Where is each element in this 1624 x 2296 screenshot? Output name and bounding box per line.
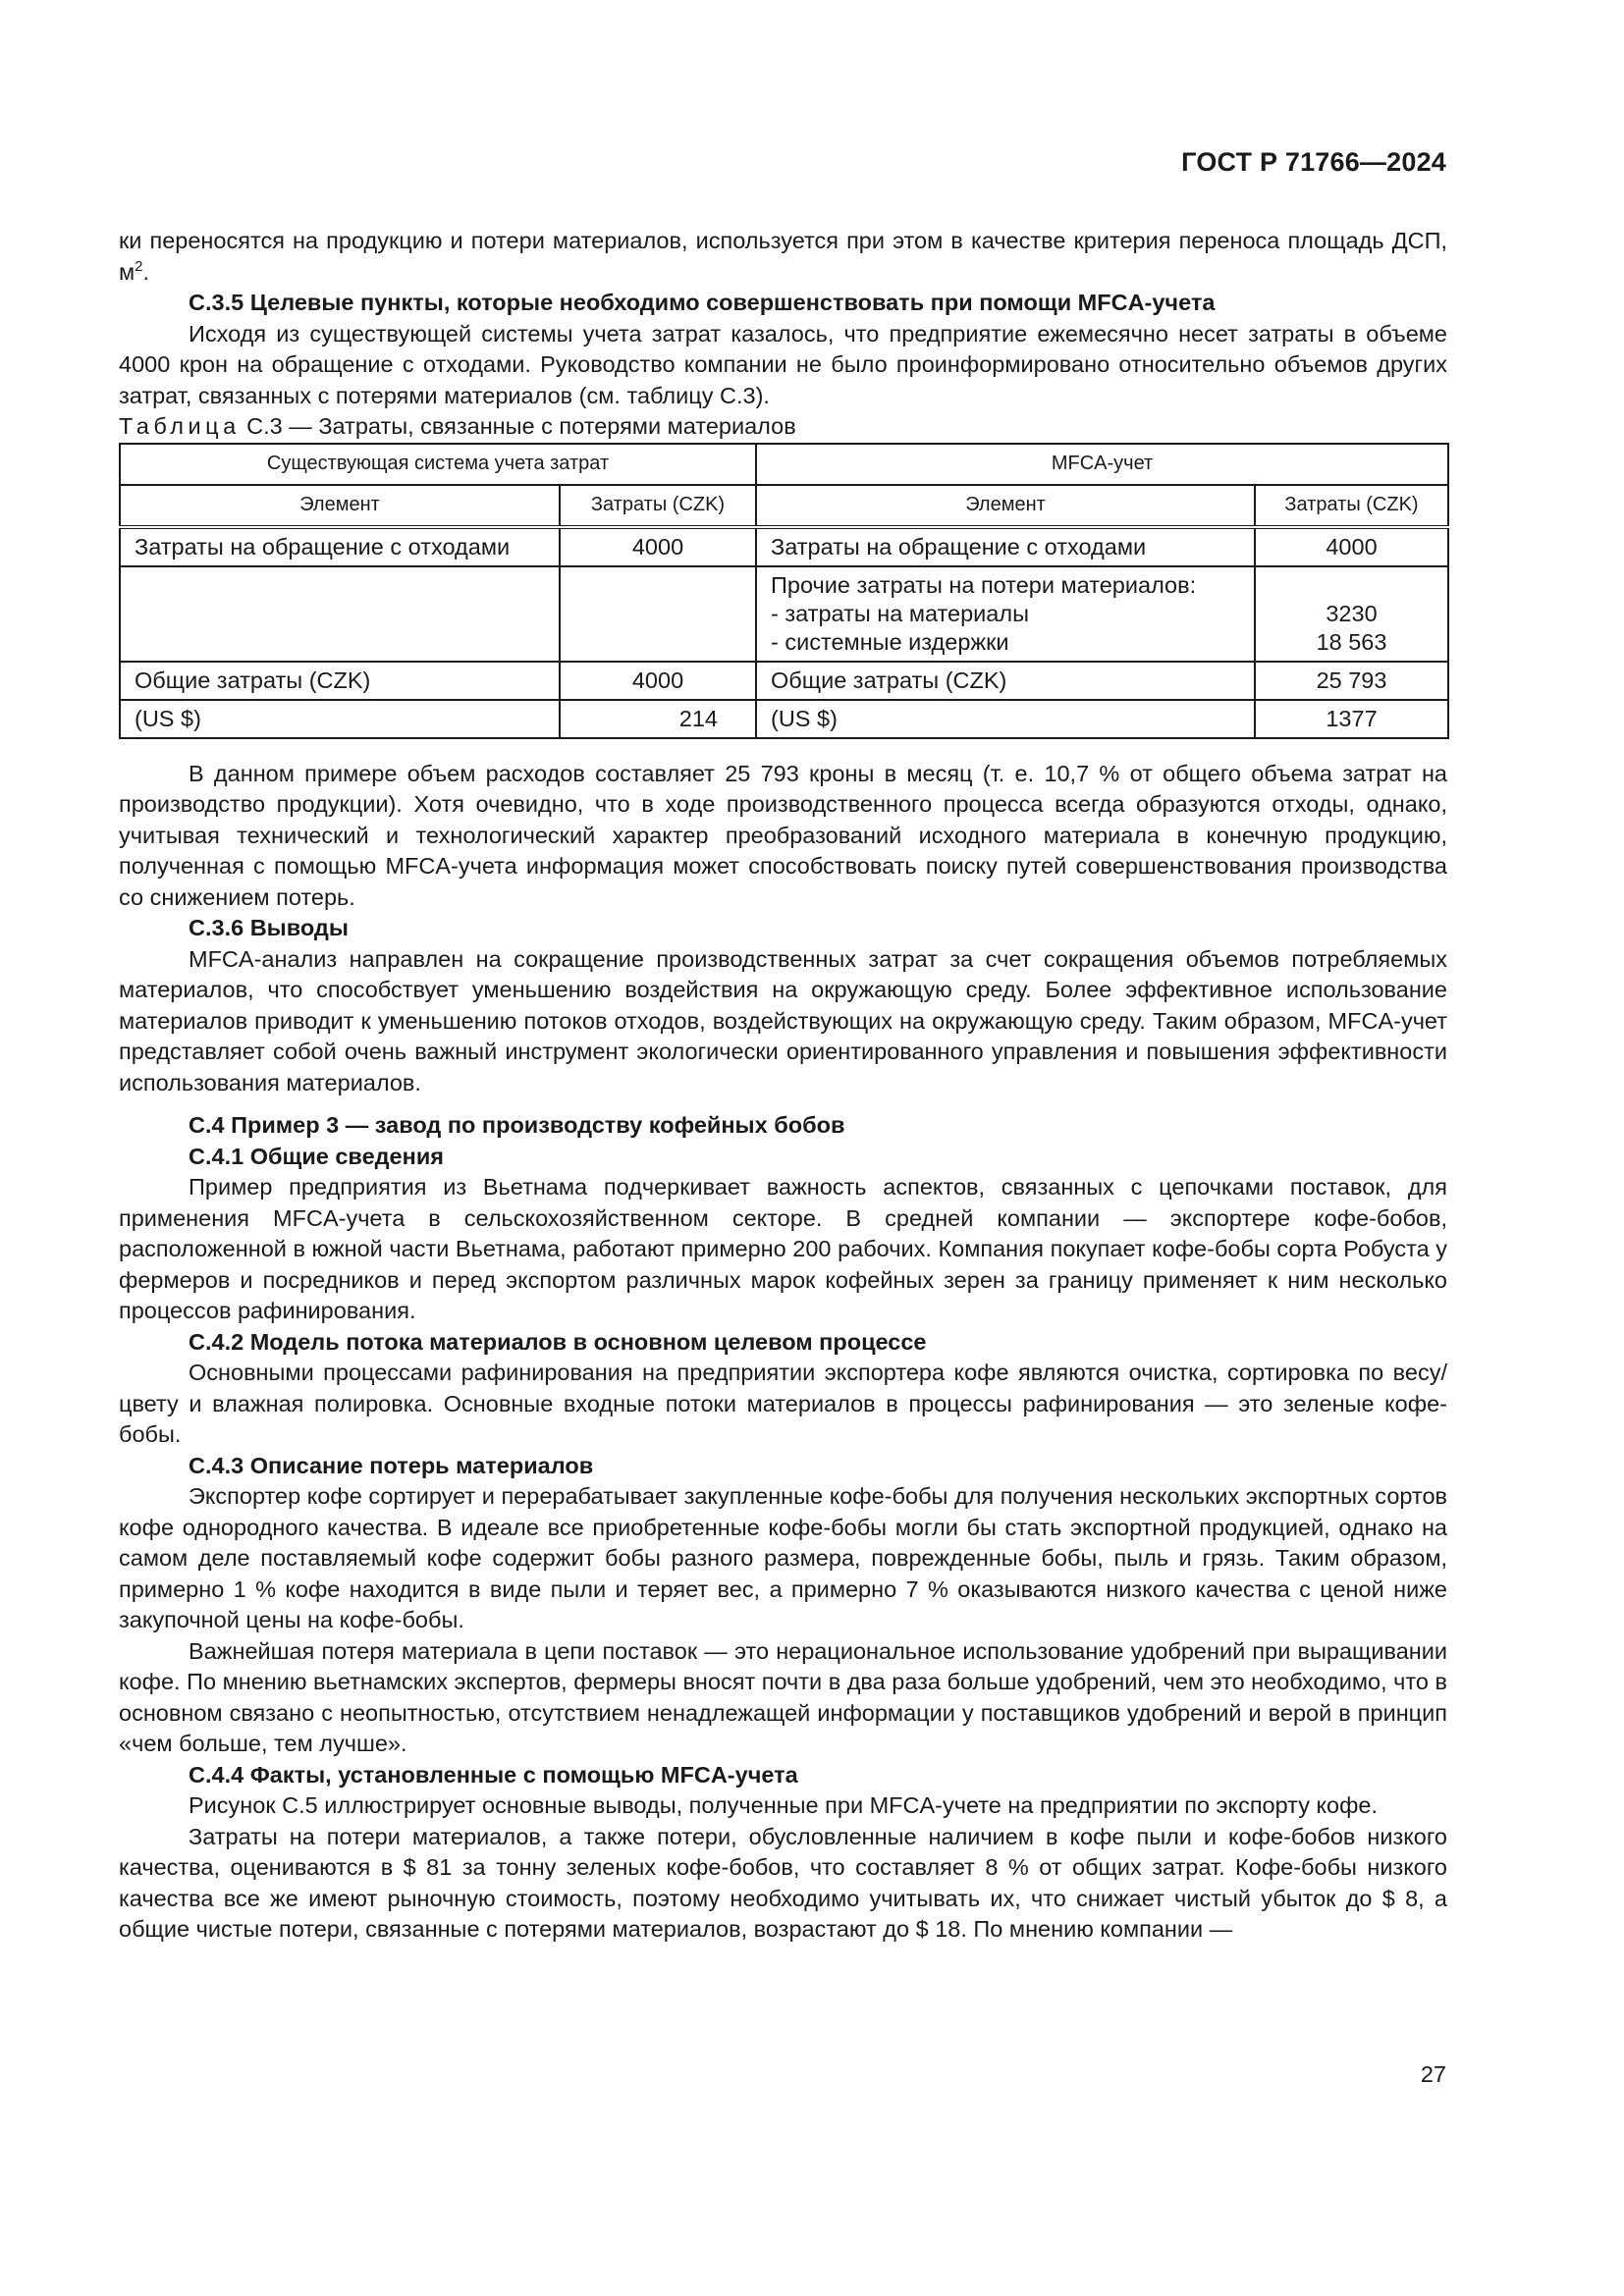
cell-right-item: Общие затраты (CZK)	[756, 662, 1255, 700]
table-caption-text: С.3 — Затраты, связанные с потерями материалов	[240, 413, 796, 439]
cell-right-cost: 4000	[1255, 527, 1448, 566]
section-c44-heading: С.4.4 Факты, установленные с помощью MFCA-учета	[189, 1761, 798, 1788]
cell-left-item: Затраты на обращение с отходами	[120, 527, 560, 566]
section-c44-paragraph-1: Рисунок С.5 иллюстрирует основные выводы, полученные при MFCA-учете на предприятии по экспорту кофе.	[189, 1792, 1379, 1818]
intro-line-2: ДСП, м	[119, 228, 1447, 285]
cell-right-item-multiline	[756, 566, 1255, 662]
standard-number: ГОСТ Р 71766—2024	[1181, 147, 1446, 177]
table-caption	[119, 411, 1447, 443]
table-row	[120, 527, 1448, 566]
section-c42-heading: С.4.2 Модель потока материалов в основном целевом процессе	[189, 1328, 927, 1355]
section-c44-paragraph-2: Затраты на потери материалов, а также потери, обусловленные наличием в кофе пыли и кофе-бобов низкого качества, оцениваются в $ 81 за тонну зеленых кофе-бобов, что составляет 8 % от общих затрат. Кофе-бобы низкого качества все же имеют рыночную стоимость, поэтому необходимо учитывать их, что снижает чистый убыток до $ 8, а общие чистые потери, связанные с потерями материалов, возрастают до $ 18. По мнению компании —	[119, 1823, 1447, 1942]
section-c42-paragraph: Основными процессами рафинирования на предприятии экспортера кофе являются очистка, сортировка по весу/цвету и влажная полировка. Основные входные потоки материалов в процессы рафинирования — это зеленые кофе-бобы.	[119, 1360, 1447, 1447]
page-content	[119, 226, 1447, 1946]
cell-right-item: (US $)	[756, 700, 1255, 738]
section-c36-heading: С.3.6 Выводы	[189, 915, 349, 940]
col-header-cost-right: Затраты (CZK)	[1255, 485, 1448, 527]
section-c43-paragraph-1: Экспортер кофе сортирует и перерабатывает закупленные кофе-бобы для получения нескольких экспортных сортов кофе однородного качества. В идеале все приобретенные кофе-бобы могли бы стать экспортной продукцией, однако на самом деле поставляемый кофе содержит бобы разного размера, поврежденные бобы, пыль и грязь. Таким образом, примерно 1 % кофе находится в виде пыли и теряет вес, а примерно 7 % оказываются низкого качества с ценой ниже закупочной цены на кофе-бобы.	[119, 1483, 1447, 1632]
cell-left-cost: 214	[560, 700, 756, 738]
group-header-existing: Существующая система учета затрат	[120, 444, 756, 485]
table-group-header-row	[120, 444, 1448, 485]
table-row	[120, 566, 1448, 662]
material-costs-value: 3230	[1326, 600, 1378, 626]
cell-left-item-empty	[120, 566, 560, 662]
system-costs-value: 18 563	[1316, 628, 1387, 655]
section-c43-heading: С.4.3 Описание потерь материалов	[189, 1452, 594, 1478]
costs-table	[119, 443, 1449, 739]
after-table-paragraph: В данном примере объем расходов составляет 25 793 кроны в месяц (т. е. 10,7 % от общего объема затрат на производство продукции). Хотя очевидно, что в ходе производственного процесса всегда образуются отходы, однако, учитывая технический и технологический характер преобразований исходного материала в конечную продукцию, полученная с помощью MFCA-учета информация может способствовать поиску путей совершенствования производства со снижением потерь.	[119, 760, 1447, 910]
col-header-element-right: Элемент	[756, 485, 1255, 527]
table-row	[120, 700, 1448, 738]
cell-left-cost-empty	[560, 566, 756, 662]
section-c41-heading: С.4.1 Общие сведения	[189, 1143, 444, 1169]
cell-left-cost: 4000	[560, 527, 756, 566]
material-costs-label: - затраты на материалы	[771, 600, 1029, 626]
table-caption-word: Таблица	[119, 413, 241, 439]
section-c35-paragraph: Исходя из существующей системы учета затрат казалось, что предприятие ежемесячно несет затраты в объеме 4000 крон на обращение с отходами. Руководство компании не было проинформировано относительно объемов других затрат, связанных с потерями материалов (см. таблицу С.3).	[119, 320, 1447, 408]
cell-left-item: Общие затраты (CZK)	[120, 662, 560, 700]
section-c41-paragraph: Пример предприятия из Вьетнама подчеркивает важность аспектов, связанных с цепочками поставок, для применения MFCA-учета в сельскохозяйственном секторе. В средней компании — экспортере кофе-бобов, расположенной в южной части Вьетнама, работают примерно 200 рабочих. Компания покупает кофе-бобы сорта Робуста у фермеров и посредников и перед экспортом различных марок кофейных зерен за границу применяет к ним несколько процессов рафинирования.	[119, 1174, 1447, 1323]
system-costs-label: - системные издержки	[771, 628, 1009, 655]
other-costs-label: Прочие затраты на потери материалов:	[771, 571, 1197, 598]
intro-paragraph	[119, 226, 1447, 288]
page-number: 27	[1420, 2061, 1446, 2087]
table-row	[120, 662, 1448, 700]
cell-right-cost-multiline	[1255, 566, 1448, 662]
cell-right-cost: 25 793	[1255, 662, 1448, 700]
col-header-cost-left: Затраты (CZK)	[560, 485, 756, 527]
cell-left-item: (US $)	[120, 700, 560, 738]
intro-line-1: ки переносятся на продукцию и потери материалов, используется при этом в качестве критерия переноса площадь	[119, 228, 1384, 253]
section-c36-paragraph: MFCA-анализ направлен на сокращение производственных затрат за счет сокращения объемов потребляемых материалов, что способствует уменьшению воздействия на окружающую среду. Более эффективное использование материалов приводит к уменьшению потоков отходов, воздействующих на окружающую среду. Таким образом, MFCA-учет представляет собой очень важный инструмент экологически ориентированного управления и повышения эффективности использования материалов.	[119, 945, 1447, 1095]
table-column-header-row	[120, 485, 1448, 527]
cell-right-item: Затраты на обращение с отходами	[756, 527, 1255, 566]
section-c43-paragraph-2: Важнейшая потеря материала в цепи поставок — это нерациональное использование удобрений при выращивании кофе. По мнению вьетнамских экспертов, фермеры вносят почти в два раза больше удобрений, чем это необходимо, что в основном связано с неопытностью, отсутствием ненадлежащей информации у поставщиков удобрений и верой в принцип «чем больше, тем лучше».	[119, 1637, 1447, 1756]
cell-right-cost: 1377	[1255, 700, 1448, 738]
col-header-element-left: Элемент	[120, 485, 560, 527]
section-c35-heading: С.3.5 Целевые пункты, которые необходимо совершенствовать при помощи MFCA-учета	[189, 290, 1216, 315]
cell-left-cost: 4000	[560, 662, 756, 700]
group-header-mfca: MFCA-учет	[756, 444, 1448, 485]
intro-superscript: 2	[135, 257, 143, 275]
intro-tail: .	[142, 258, 150, 285]
section-c4-heading: С.4 Пример 3 — завод по производству кофейных бобов	[189, 1112, 845, 1138]
